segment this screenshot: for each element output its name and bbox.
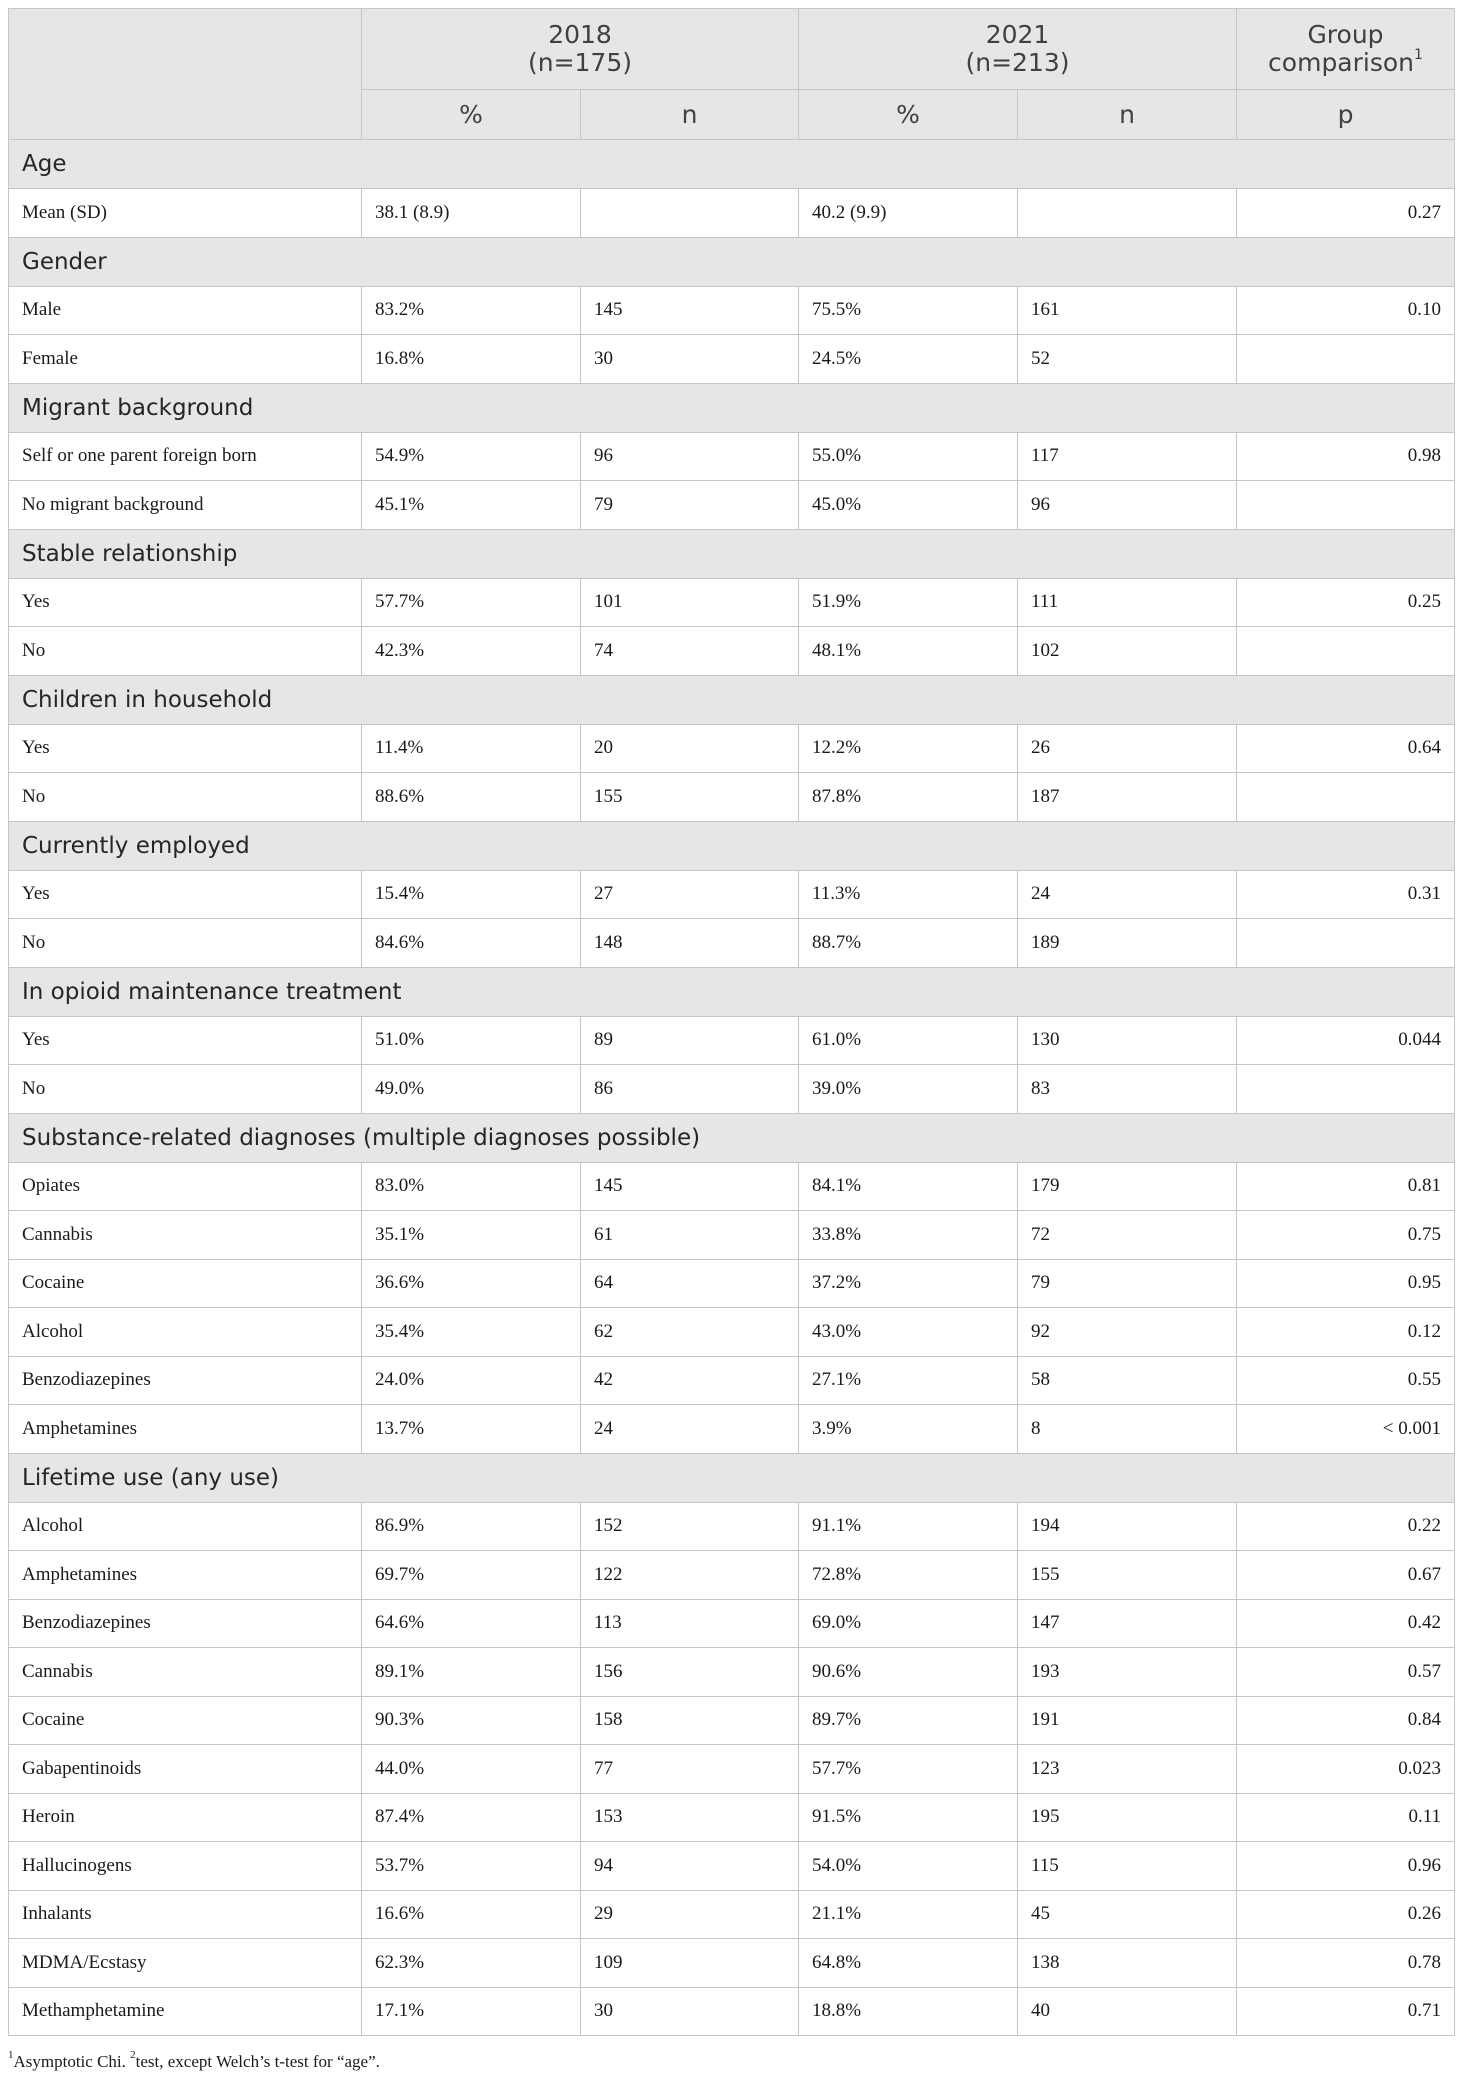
n-2018-cell: 74	[581, 627, 799, 676]
p-value-cell: 0.12	[1237, 1308, 1455, 1357]
pct-2021-cell: 87.8%	[799, 773, 1018, 822]
p-value-cell: 0.22	[1237, 1502, 1455, 1551]
n-2018-cell: 155	[581, 773, 799, 822]
n-2021-cell: 40	[1018, 1987, 1237, 2036]
n-2018-cell: 86	[581, 1065, 799, 1114]
pct-2021-cell: 48.1%	[799, 627, 1018, 676]
p-value-cell: 0.10	[1237, 286, 1455, 335]
n-2021-cell: 115	[1018, 1842, 1237, 1891]
p-value-cell: 0.55	[1237, 1356, 1455, 1405]
section-title: Gender	[9, 237, 1455, 286]
row-label-cell: No	[9, 773, 362, 822]
section-title: Children in household	[9, 675, 1455, 724]
section-header-row	[9, 383, 1455, 432]
pct-2021-cell: 54.0%	[799, 1842, 1018, 1891]
pct-2021-cell: 75.5%	[799, 286, 1018, 335]
pct-2018-cell: 45.1%	[362, 481, 581, 530]
pct-2021-cell: 27.1%	[799, 1356, 1018, 1405]
p-value-cell: 0.84	[1237, 1696, 1455, 1745]
section-header-row	[9, 967, 1455, 1016]
pct-2018-cell: 16.8%	[362, 335, 581, 384]
n-2021-cell: 111	[1018, 578, 1237, 627]
section-header-row	[9, 237, 1455, 286]
table-row	[9, 1987, 1455, 2036]
n-2018-cell: 42	[581, 1356, 799, 1405]
p-value-cell	[1237, 627, 1455, 676]
footnote-text-2: test, except Welch’s t-test for “age”.	[135, 2052, 380, 2071]
pct-2021-cell: 91.5%	[799, 1793, 1018, 1842]
row-label-cell: No	[9, 919, 362, 968]
n-2018-cell: 30	[581, 1987, 799, 2036]
pct-2018-cell: 62.3%	[362, 1939, 581, 1988]
n-2018-cell: 113	[581, 1599, 799, 1648]
n-2021-cell: 72	[1018, 1211, 1237, 1260]
n-2021-cell: 96	[1018, 481, 1237, 530]
p-value-cell: 0.95	[1237, 1259, 1455, 1308]
header-2021-year: 2021	[985, 20, 1050, 49]
pct-2018-cell: 86.9%	[362, 1502, 581, 1551]
row-label-cell: Male	[9, 286, 362, 335]
table-row	[9, 1793, 1455, 1842]
header-2021-pct: %	[799, 90, 1018, 140]
table-row	[9, 1502, 1455, 1551]
pct-2021-cell: 39.0%	[799, 1065, 1018, 1114]
n-2018-cell: 153	[581, 1793, 799, 1842]
table-row	[9, 432, 1455, 481]
table-row	[9, 1259, 1455, 1308]
section-title: In opioid maintenance treatment	[9, 967, 1455, 1016]
n-2021-cell: 155	[1018, 1551, 1237, 1600]
demographics-table	[8, 8, 1455, 2036]
row-label-cell: Alcohol	[9, 1308, 362, 1357]
table-container	[8, 8, 1454, 2036]
table-row	[9, 1890, 1455, 1939]
pct-2018-cell: 88.6%	[362, 773, 581, 822]
pct-2021-cell: 43.0%	[799, 1308, 1018, 1357]
p-value-cell: 0.96	[1237, 1842, 1455, 1891]
table-row	[9, 1599, 1455, 1648]
footnote-mark-2: 2	[130, 2049, 136, 2062]
p-value-cell: 0.25	[1237, 578, 1455, 627]
table-body	[9, 140, 1455, 2036]
n-2021-cell: 8	[1018, 1405, 1237, 1454]
row-label-cell: MDMA/Ecstasy	[9, 1939, 362, 1988]
p-value-cell	[1237, 773, 1455, 822]
row-label-cell: No	[9, 1065, 362, 1114]
section-header-row	[9, 821, 1455, 870]
header-comparison-footnote-mark: 1	[1414, 46, 1423, 63]
pct-2021-cell: 88.7%	[799, 919, 1018, 968]
table-row	[9, 919, 1455, 968]
pct-2021-cell: 72.8%	[799, 1551, 1018, 1600]
p-value-cell	[1237, 919, 1455, 968]
section-header-row	[9, 140, 1455, 189]
p-value-cell: 0.71	[1237, 1987, 1455, 2036]
n-2018-cell: 148	[581, 919, 799, 968]
header-p-value: p	[1237, 90, 1455, 140]
row-label-cell: Gabapentinoids	[9, 1745, 362, 1794]
n-2021-cell: 138	[1018, 1939, 1237, 1988]
table-header	[9, 9, 1455, 140]
pct-2018-cell: 36.6%	[362, 1259, 581, 1308]
row-label-cell: Cocaine	[9, 1696, 362, 1745]
row-label-cell: Opiates	[9, 1162, 362, 1211]
header-2018-n: (n=175)	[527, 48, 633, 77]
row-label-cell: Self or one parent foreign born	[9, 432, 362, 481]
header-2021-count: n	[1018, 90, 1237, 140]
pct-2021-cell: 40.2 (9.9)	[799, 189, 1018, 238]
n-2018-cell: 145	[581, 286, 799, 335]
section-header-row	[9, 1453, 1455, 1502]
row-label-cell: Cocaine	[9, 1259, 362, 1308]
n-2018-cell: 77	[581, 1745, 799, 1794]
section-title: Migrant background	[9, 383, 1455, 432]
table-footnote	[8, 2049, 380, 2072]
pct-2021-cell: 57.7%	[799, 1745, 1018, 1794]
row-label-cell: Yes	[9, 724, 362, 773]
row-label-cell: Yes	[9, 578, 362, 627]
table-row	[9, 1939, 1455, 1988]
section-title: Stable relationship	[9, 529, 1455, 578]
n-2021-cell: 102	[1018, 627, 1237, 676]
row-label-cell: Methamphetamine	[9, 1987, 362, 2036]
table-row	[9, 1648, 1455, 1697]
pct-2021-cell: 69.0%	[799, 1599, 1018, 1648]
n-2021-cell: 83	[1018, 1065, 1237, 1114]
pct-2021-cell: 21.1%	[799, 1890, 1018, 1939]
table-row	[9, 1065, 1455, 1114]
n-2018-cell: 79	[581, 481, 799, 530]
p-value-cell	[1237, 1065, 1455, 1114]
n-2018-cell: 27	[581, 870, 799, 919]
pct-2018-cell: 51.0%	[362, 1016, 581, 1065]
pct-2021-cell: 18.8%	[799, 1987, 1018, 2036]
n-2018-cell: 96	[581, 432, 799, 481]
section-title: Currently employed	[9, 821, 1455, 870]
table-row	[9, 1211, 1455, 1260]
n-2018-cell: 122	[581, 1551, 799, 1600]
p-value-cell: 0.98	[1237, 432, 1455, 481]
pct-2021-cell: 64.8%	[799, 1939, 1018, 1988]
pct-2021-cell: 61.0%	[799, 1016, 1018, 1065]
p-value-cell: 0.81	[1237, 1162, 1455, 1211]
n-2021-cell	[1018, 189, 1237, 238]
table-row	[9, 1308, 1455, 1357]
p-value-cell: 0.75	[1237, 1211, 1455, 1260]
n-2018-cell: 20	[581, 724, 799, 773]
n-2018-cell: 152	[581, 1502, 799, 1551]
pct-2018-cell: 35.1%	[362, 1211, 581, 1260]
n-2021-cell: 45	[1018, 1890, 1237, 1939]
pct-2018-cell: 49.0%	[362, 1065, 581, 1114]
row-label-cell: Benzodiazepines	[9, 1356, 362, 1405]
header-2021-n: (n=213)	[965, 48, 1070, 77]
n-2021-cell: 194	[1018, 1502, 1237, 1551]
section-title: Age	[9, 140, 1455, 189]
table-row	[9, 1356, 1455, 1405]
p-value-cell: 0.31	[1237, 870, 1455, 919]
header-2018-year: 2018	[548, 20, 612, 49]
n-2021-cell: 52	[1018, 335, 1237, 384]
n-2021-cell: 26	[1018, 724, 1237, 773]
p-value-cell: 0.023	[1237, 1745, 1455, 1794]
n-2018-cell: 94	[581, 1842, 799, 1891]
pct-2021-cell: 3.9%	[799, 1405, 1018, 1454]
p-value-cell: 0.64	[1237, 724, 1455, 773]
table-row	[9, 578, 1455, 627]
pct-2018-cell: 54.9%	[362, 432, 581, 481]
table-row	[9, 189, 1455, 238]
n-2018-cell: 30	[581, 335, 799, 384]
pct-2021-cell: 24.5%	[799, 335, 1018, 384]
n-2018-cell: 158	[581, 1696, 799, 1745]
n-2018-cell: 64	[581, 1259, 799, 1308]
row-label-cell: Cannabis	[9, 1648, 362, 1697]
section-header-row	[9, 1113, 1455, 1162]
table-row	[9, 1405, 1455, 1454]
pct-2018-cell: 69.7%	[362, 1551, 581, 1600]
pct-2018-cell: 15.4%	[362, 870, 581, 919]
n-2021-cell: 117	[1018, 432, 1237, 481]
n-2018-cell: 89	[581, 1016, 799, 1065]
n-2021-cell: 79	[1018, 1259, 1237, 1308]
n-2021-cell: 123	[1018, 1745, 1237, 1794]
pct-2021-cell: 55.0%	[799, 432, 1018, 481]
pct-2021-cell: 11.3%	[799, 870, 1018, 919]
header-group-comparison	[1237, 9, 1455, 90]
table-row	[9, 870, 1455, 919]
n-2021-cell: 191	[1018, 1696, 1237, 1745]
row-label-cell: Yes	[9, 870, 362, 919]
pct-2018-cell: 13.7%	[362, 1405, 581, 1454]
footnote-text-1: Asymptotic Chi.	[13, 2052, 131, 2071]
row-label-cell: No migrant background	[9, 481, 362, 530]
row-label-cell: Yes	[9, 1016, 362, 1065]
pct-2018-cell: 24.0%	[362, 1356, 581, 1405]
n-2018-cell	[581, 189, 799, 238]
n-2018-cell: 61	[581, 1211, 799, 1260]
n-2021-cell: 187	[1018, 773, 1237, 822]
pct-2018-cell: 53.7%	[362, 1842, 581, 1891]
table-row	[9, 481, 1455, 530]
row-label-cell: Heroin	[9, 1793, 362, 1842]
pct-2021-cell: 33.8%	[799, 1211, 1018, 1260]
pct-2021-cell: 45.0%	[799, 481, 1018, 530]
n-2021-cell: 130	[1018, 1016, 1237, 1065]
n-2021-cell: 161	[1018, 286, 1237, 335]
row-label-cell: Mean (SD)	[9, 189, 362, 238]
row-label-cell: Hallucinogens	[9, 1842, 362, 1891]
pct-2018-cell: 83.2%	[362, 286, 581, 335]
n-2021-cell: 92	[1018, 1308, 1237, 1357]
p-value-cell: 0.57	[1237, 1648, 1455, 1697]
p-value-cell: 0.26	[1237, 1890, 1455, 1939]
pct-2018-cell: 90.3%	[362, 1696, 581, 1745]
p-value-cell: 0.11	[1237, 1793, 1455, 1842]
pct-2018-cell: 38.1 (8.9)	[362, 189, 581, 238]
pct-2018-cell: 89.1%	[362, 1648, 581, 1697]
pct-2021-cell: 89.7%	[799, 1696, 1018, 1745]
row-label-cell: Cannabis	[9, 1211, 362, 1260]
table-row	[9, 1696, 1455, 1745]
n-2018-cell: 109	[581, 1939, 799, 1988]
header-row-groups	[9, 9, 1455, 90]
header-2018-pct: %	[362, 90, 581, 140]
n-2021-cell: 24	[1018, 870, 1237, 919]
n-2018-cell: 145	[581, 1162, 799, 1211]
table-row	[9, 1745, 1455, 1794]
row-label-cell: Amphetamines	[9, 1405, 362, 1454]
row-label-cell: Female	[9, 335, 362, 384]
pct-2018-cell: 17.1%	[362, 1987, 581, 2036]
pct-2018-cell: 16.6%	[362, 1890, 581, 1939]
pct-2021-cell: 12.2%	[799, 724, 1018, 773]
header-corner-cell	[9, 9, 362, 140]
n-2021-cell: 179	[1018, 1162, 1237, 1211]
pct-2021-cell: 90.6%	[799, 1648, 1018, 1697]
pct-2018-cell: 35.4%	[362, 1308, 581, 1357]
n-2021-cell: 195	[1018, 1793, 1237, 1842]
header-2018	[362, 9, 799, 90]
row-label-cell: Amphetamines	[9, 1551, 362, 1600]
table-row	[9, 335, 1455, 384]
section-header-row	[9, 529, 1455, 578]
header-2018-count: n	[581, 90, 799, 140]
n-2018-cell: 24	[581, 1405, 799, 1454]
section-title: Substance-related diagnoses (multiple diagnoses possible)	[9, 1113, 1455, 1162]
n-2018-cell: 101	[581, 578, 799, 627]
pct-2018-cell: 44.0%	[362, 1745, 581, 1794]
table-row	[9, 1551, 1455, 1600]
row-label-cell: Benzodiazepines	[9, 1599, 362, 1648]
n-2018-cell: 29	[581, 1890, 799, 1939]
table-row	[9, 1162, 1455, 1211]
table-row	[9, 627, 1455, 676]
n-2021-cell: 58	[1018, 1356, 1237, 1405]
n-2021-cell: 193	[1018, 1648, 1237, 1697]
n-2021-cell: 189	[1018, 919, 1237, 968]
pct-2021-cell: 37.2%	[799, 1259, 1018, 1308]
header-2021	[799, 9, 1237, 90]
p-value-cell	[1237, 481, 1455, 530]
p-value-cell: < 0.001	[1237, 1405, 1455, 1454]
section-header-row	[9, 675, 1455, 724]
pct-2021-cell: 51.9%	[799, 578, 1018, 627]
p-value-cell: 0.27	[1237, 189, 1455, 238]
pct-2018-cell: 83.0%	[362, 1162, 581, 1211]
pct-2018-cell: 57.7%	[362, 578, 581, 627]
table-row	[9, 1016, 1455, 1065]
footnote-mark-1: 1	[8, 2049, 14, 2062]
p-value-cell	[1237, 335, 1455, 384]
n-2018-cell: 62	[581, 1308, 799, 1357]
p-value-cell: 0.42	[1237, 1599, 1455, 1648]
table-row	[9, 724, 1455, 773]
row-label-cell: Inhalants	[9, 1890, 362, 1939]
pct-2018-cell: 87.4%	[362, 1793, 581, 1842]
pct-2021-cell: 84.1%	[799, 1162, 1018, 1211]
p-value-cell: 0.044	[1237, 1016, 1455, 1065]
pct-2021-cell: 91.1%	[799, 1502, 1018, 1551]
pct-2018-cell: 84.6%	[362, 919, 581, 968]
table-row	[9, 1842, 1455, 1891]
row-label-cell: No	[9, 627, 362, 676]
header-group-comparison-label: Group comparison	[1268, 20, 1415, 77]
section-title: Lifetime use (any use)	[9, 1453, 1455, 1502]
pct-2018-cell: 11.4%	[362, 724, 581, 773]
pct-2018-cell: 42.3%	[362, 627, 581, 676]
p-value-cell: 0.67	[1237, 1551, 1455, 1600]
pct-2018-cell: 64.6%	[362, 1599, 581, 1648]
table-row	[9, 286, 1455, 335]
row-label-cell: Alcohol	[9, 1502, 362, 1551]
n-2018-cell: 156	[581, 1648, 799, 1697]
table-row	[9, 773, 1455, 822]
n-2021-cell: 147	[1018, 1599, 1237, 1648]
p-value-cell: 0.78	[1237, 1939, 1455, 1988]
